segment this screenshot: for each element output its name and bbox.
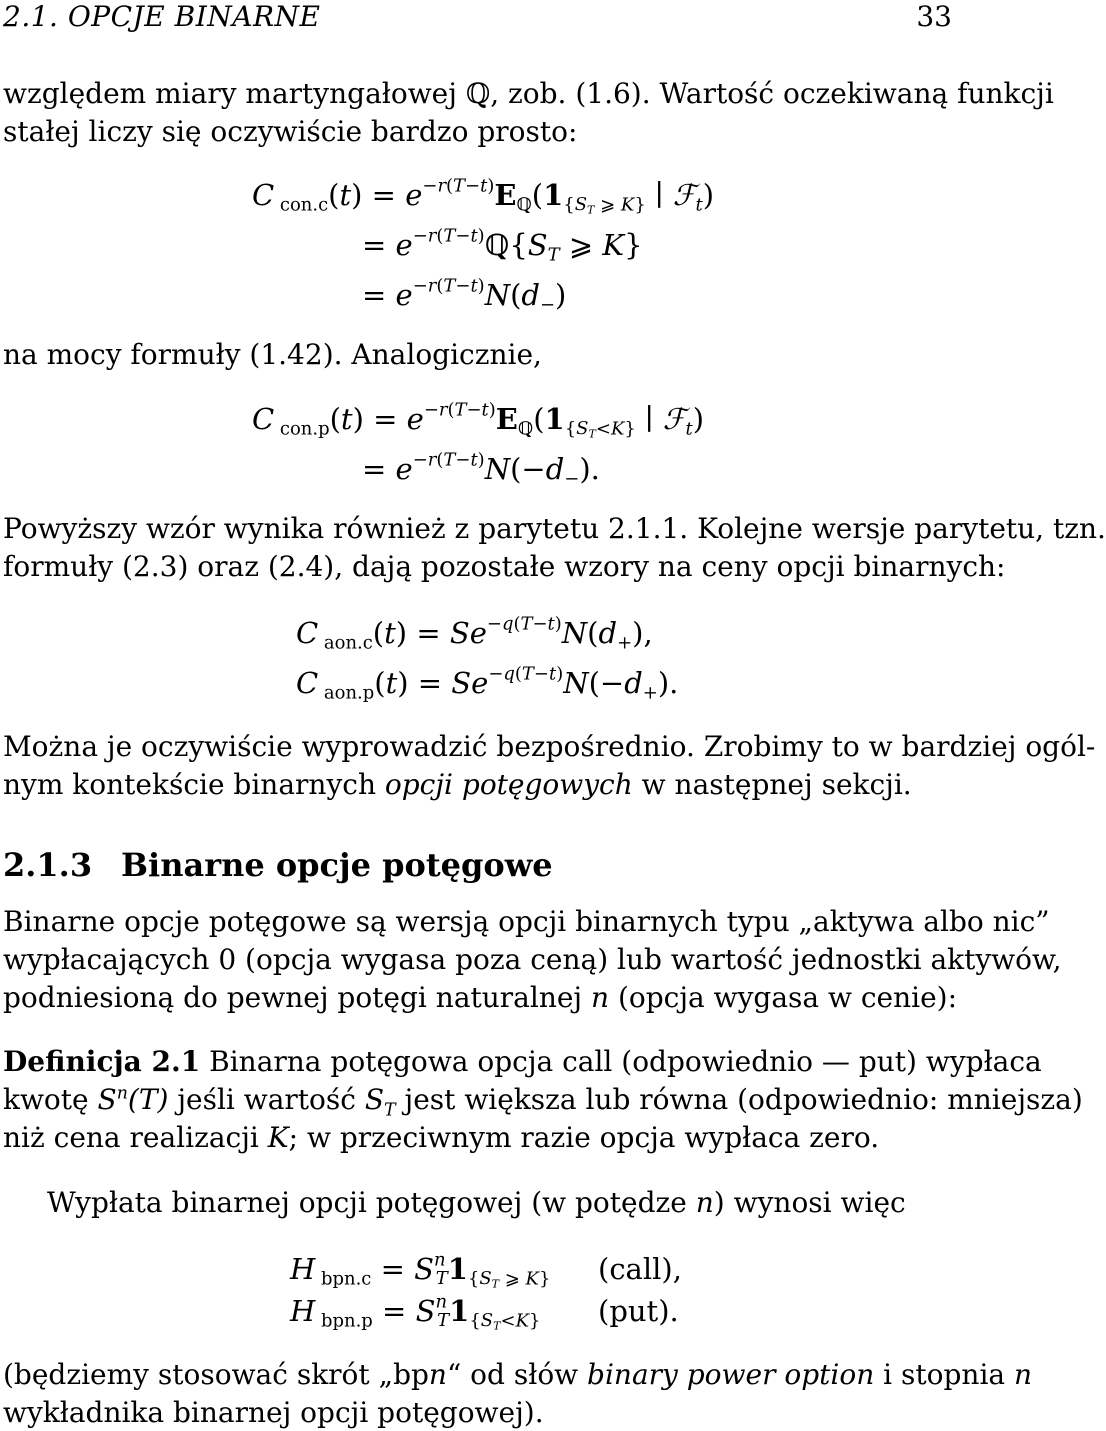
section-number: 2.1.3 (3, 846, 93, 884)
text-run: i stopnia (874, 1358, 1014, 1391)
equation-bpn-c-tag: (call), (598, 1252, 682, 1286)
math-s-t: $S_T$ (364, 1083, 396, 1121)
page-number: 33 (916, 0, 952, 33)
equation-aon-p: C $_{aon.p}(t) = Se^{-q(T-t)}N(-d_+)$. (296, 663, 679, 704)
equation-aon-c: C $_{aon.c}(t) = Se^{-q(T-t)}N(d_+)$, (296, 613, 653, 654)
text-run: Binarna potęgowa opcja call (odpowiednio — put) wypłaca (200, 1045, 1042, 1078)
variable-k: K (267, 1121, 289, 1154)
paragraph-line (47, 1185, 906, 1221)
paragraph-line (3, 1357, 1032, 1393)
paragraph-line: wypłacających 0 (opcja wygasa poza ceną) lub wartość jednostki aktywów, (3, 943, 1062, 976)
paragraph-line: formuły (2.3) oraz (2.4), dają pozostałe wzory na ceny opcji binarnych: (3, 550, 1006, 583)
equation-bpn-p-tag: (put). (598, 1294, 679, 1328)
equation-bpn-c: H $_{bpn.c} = S^n_T1_{\{S_T ⩾ K\}}$ (290, 1249, 551, 1291)
equation-con-c-2: = $e^{-r(T-t)}ℚ\{S_T$ ⩾ K} (362, 225, 643, 266)
paragraph-line (3, 980, 957, 1016)
definition-line (3, 1082, 1083, 1121)
paragraph-line: na mocy formuły (1.42). Analogicznie, (3, 338, 542, 371)
text-run: ) wynosi więc (713, 1186, 906, 1219)
text-run: podniesioną do pewnej potęgi naturalnej (3, 981, 592, 1014)
paragraph-line: względem miary martyngałowej ℚ, zob. (1.6). Wartość oczekiwaną funkcji (3, 77, 1054, 110)
equation-con-p-2: = $e^{-r(T-t)}N(-d_-)$. (362, 449, 600, 490)
text-run: “ od słów (446, 1358, 588, 1391)
variable-n: n (428, 1358, 447, 1391)
variable-n: n (591, 981, 610, 1014)
section-heading (3, 846, 553, 884)
paragraph-line: Powyższy wzór wynika również z parytetu 2.1.1. Kolejne wersje parytetu, tzn. (3, 512, 1106, 545)
equation-con-c-1: C $_{con.c}(t) = e^{-r(T-t)}E_ℚ(1_{\{S_T ⩾ K\}}$ ∣ ℱ$_t$) (252, 175, 715, 217)
emphasis-binary-power-option: binary power option (587, 1358, 875, 1391)
text-run: jest większa lub równa (odpowiednio: mniejsza) (395, 1083, 1083, 1116)
paragraph-line: Można je oczywiście wyprowadzić bezpośrednio. Zrobimy to w bardziej ogól- (3, 730, 1096, 763)
paragraph-line: stałej liczy się oczywiście bardzo prosto: (3, 115, 578, 148)
paragraph-line: wykładnika binarnej opcji potęgowej). (3, 1396, 544, 1429)
text-run: niż cena realizacji (3, 1121, 268, 1154)
text-run: Wypłata binarnej opcji potęgowej (w potędze (47, 1186, 696, 1219)
math-s-n-t: $S^n(T)$ (97, 1083, 169, 1116)
text-run: (opcja wygasa w cenie): (609, 981, 958, 1014)
definition-line (3, 1044, 1042, 1080)
text-run: jeśli wartość (168, 1083, 365, 1116)
equation-con-c-3: = $e^{-r(T-t)}N(d_-)$ (362, 275, 567, 316)
paragraph-line: Binarne opcje potęgowe są wersją opcji binarnych typu „aktywa albo nic” (3, 905, 1050, 938)
text-run: (będziemy stosować skrót „bp (3, 1358, 429, 1391)
section-title: Binarne opcje potęgowe (121, 846, 553, 884)
definition-line (3, 1120, 879, 1156)
definition-label: Definicja 2.1 (3, 1045, 201, 1078)
variable-n: n (1014, 1358, 1033, 1391)
text-run: w następnej sekcji. (632, 768, 912, 801)
equation-bpn-p: H $_{bpn.p} = S^n_T1_{\{S_T<K\}}$ (290, 1291, 541, 1333)
running-header-section: 2.1. OPCJE BINARNE (3, 0, 321, 33)
text-run: ; w przeciwnym razie opcja wypłaca zero. (288, 1121, 880, 1154)
variable-n: n (695, 1186, 714, 1219)
equation-con-p-1: C $_{con.p}(t) = e^{-r(T-t)}E_ℚ(1_{\{S_T<K\}}$ ∣ ℱ$_t$) (252, 399, 705, 441)
text-run: nym kontekście binarnych (3, 768, 385, 801)
emphasis-power-options: opcji potęgowych (384, 768, 633, 801)
text-run: kwotę (3, 1083, 98, 1116)
paragraph-line (3, 767, 912, 803)
